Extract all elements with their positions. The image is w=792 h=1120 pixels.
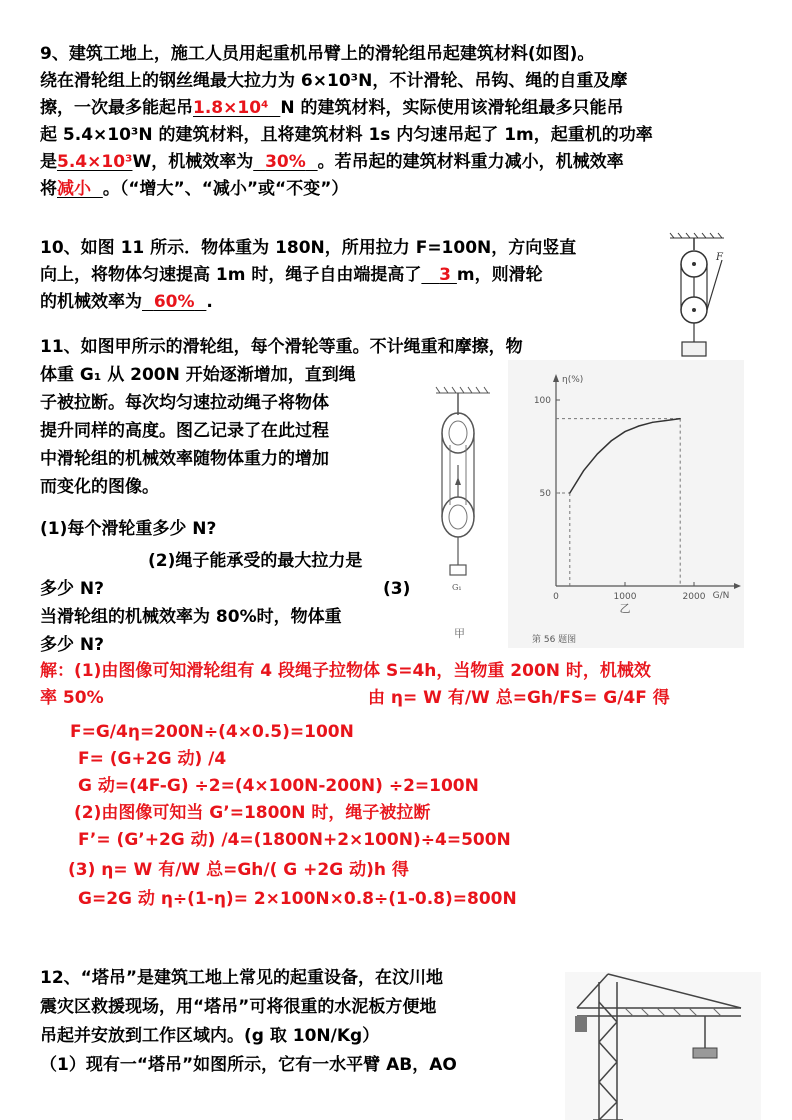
q10-answer-2: 60% <box>153 292 195 312</box>
q9-answer-blank-3 <box>253 152 317 172</box>
x-tick-label: 2000 <box>682 592 706 602</box>
q11-part-3-cont: 多少 N? <box>40 635 105 655</box>
q12-line-3: 吊起并安放到工作区域内。(g 取 10N/Kg） <box>40 1026 380 1046</box>
q9-answer-4: 减小 <box>57 179 91 199</box>
load-block <box>693 1048 717 1058</box>
solution-line-8: (3) η= W 有/W 总=Gh/( G +2G 动)h 得 <box>68 860 409 880</box>
q9-line-3-text-b: N 的建筑材料，实际使用该滑轮组最多只能吊 <box>280 98 624 118</box>
q10-line-3-text-b: . <box>206 292 213 312</box>
weight-g1 <box>450 565 466 575</box>
q10-line-2 <box>40 263 543 287</box>
x-tick-label: 1000 <box>613 592 637 602</box>
y-tick-label: 100 <box>533 396 551 406</box>
q10-line-3 <box>40 290 213 314</box>
y-axis-label: η(%) <box>562 375 584 385</box>
q11-part-1: (1)每个滑轮重多少 N? <box>40 519 217 539</box>
data-point <box>597 453 598 454</box>
q10-line-2-text-b: m，则滑轮 <box>456 265 543 285</box>
q9-line-3-text-a: 擦，一次最多能起吊 <box>40 98 193 118</box>
figure-caption-jia: 甲 <box>454 627 465 640</box>
lower-pulley <box>442 497 474 537</box>
figure-caption-yi: 乙 <box>619 602 631 615</box>
q10-line-2-text-a: 向上，将物体匀速提高 1m 时，绳子自由端提高了 <box>40 265 422 285</box>
q9-line-5 <box>40 150 624 174</box>
data-point <box>666 420 667 421</box>
q11-pulley-figure <box>428 385 500 645</box>
crane-background <box>565 972 761 1120</box>
data-point <box>611 440 612 441</box>
q9-answer-blank-2 <box>57 152 132 172</box>
weight-block <box>682 342 706 356</box>
data-point <box>624 431 625 432</box>
data-point <box>638 425 639 426</box>
solution-line-9: G=2G 动 η÷(1-η)= 2×100N×0.8÷(1-0.8)=800N <box>78 889 517 909</box>
q9-line-6 <box>40 177 348 201</box>
solution-line-6: (2)由图像可知当 G’=1800N 时，绳子被拉断 <box>74 803 431 823</box>
q12-line-4: （1）现有一“塔吊”如图所示，它有一水平臂 AB，AO <box>40 1055 457 1075</box>
solution-line-7: F’= (G’+2G 动) /4=(1800N+2×100N)÷4=500N <box>78 830 511 850</box>
q9-line-4: 起 5.4×10³N 的建筑材料，且将建筑材料 1s 内匀速吊起了 1m，起重机的功率 <box>40 125 653 145</box>
ceiling-hatch <box>670 233 724 238</box>
q11-part-3-label: (3) <box>383 579 411 599</box>
data-point <box>569 492 570 493</box>
q11-part-2: (2)绳子能承受的最大拉力是 <box>148 551 363 571</box>
upper-pulley <box>442 413 474 453</box>
weight-label: G₁ <box>452 583 462 592</box>
q11-line-6: 而变化的图像。 <box>40 477 159 497</box>
q10-line-3-text-a: 的机械效率为 <box>40 292 142 312</box>
q9-line-2: 绕在滑轮组上的钢丝绳最大拉力为 6×10³N，不计滑轮、吊钩、绳的自重及摩 <box>40 71 628 91</box>
q11-line-1: 11、如图甲所示的滑轮组，每个滑轮等重。不计绳重和摩擦，物 <box>40 337 523 357</box>
q11-efficiency-chart <box>508 360 744 648</box>
x-axis-label: G/N <box>712 591 730 601</box>
counterweight <box>575 1016 587 1032</box>
solution-line-2a: 率 50% <box>40 688 104 708</box>
solution-line-1: 解：(1)由图像可知滑轮组有 4 段绳子拉物体 S=4h，当物重 200N 时，机械效 <box>40 661 651 681</box>
force-label: F <box>716 252 723 263</box>
solution-line-2b: 由 η= W 有/W 总=Gh/FS= G/4F 得 <box>368 688 670 708</box>
q10-answer-blank-1 <box>421 265 457 285</box>
data-point <box>652 422 653 423</box>
q11-line-5: 中滑轮组的机械效率随物体重力的增加 <box>40 449 329 469</box>
q10-answer-blank-2 <box>142 292 206 312</box>
q11-line-3: 子被拉断。每次均匀速拉动绳子将物体 <box>40 393 329 413</box>
q11-part-2-cont: 多少 N? <box>40 579 105 599</box>
q9-line-6-text-b: 。（“增大”、“减小”或“不变”） <box>102 179 349 199</box>
q12-line-1: 12、“塔吊”是建筑工地上常见的起重设备，在汶川地 <box>40 968 444 988</box>
q9-line-3 <box>40 96 623 120</box>
q9-line-6-text-a: 将 <box>40 179 57 199</box>
q10-line-1: 10、如图 11 所示．物体重为 180N，所用拉力 F=100N，方向竖直 <box>40 238 577 258</box>
q9-answer-blank-4 <box>57 179 103 199</box>
figure-number-label: 第 56 题图 <box>532 635 577 645</box>
q12-line-2: 震灾区救援现场，用“塔吊”可将很重的水泥板方便地 <box>40 997 437 1017</box>
q9-answer-3: 30% <box>265 152 306 172</box>
tower-crane-figure <box>565 972 761 1120</box>
q9-answer-2: 5.4×10³ <box>57 152 133 172</box>
q9-line-5-text-a: 是 <box>40 152 57 172</box>
q11-line-4: 提升同样的高度。图乙记录了在此过程 <box>40 421 329 441</box>
ceiling-hatch-2 <box>436 387 490 393</box>
q10-answer-1: 3 <box>439 265 451 285</box>
q9-answer-blank-1 <box>193 98 280 118</box>
q9-line-1: 9、建筑工地上，施工人员用起重机吊臂上的滑轮组吊起建筑材料(如图)。 <box>40 44 595 64</box>
x-tick-label: 0 <box>553 592 559 602</box>
solution-line-5: G 动=(4F-G) ÷2=(4×100N-200N) ÷2=100N <box>78 776 479 796</box>
data-point <box>583 470 584 471</box>
y-tick-label: 50 <box>539 489 551 499</box>
data-point <box>680 418 681 419</box>
solution-line-4: F= (G+2G 动) /4 <box>78 749 227 769</box>
q9-line-5-text-b: W，机械效率为 <box>132 152 254 172</box>
q10-pulley-figure <box>662 232 732 362</box>
q11-line-2: 体重 G₁ 从 200N 开始逐渐增加，直到绳 <box>40 365 356 385</box>
q11-part-3: 当滑轮组的机械效率为 80%时，物体重 <box>40 607 342 627</box>
q9-line-5-text-c: 。若吊起的建筑材料重力减小，机械效率 <box>317 152 624 172</box>
q9-answer-1: 1.8×10⁴ <box>193 98 269 118</box>
solution-line-3: F=G/4η=200N÷(4×0.5)=100N <box>70 722 354 742</box>
